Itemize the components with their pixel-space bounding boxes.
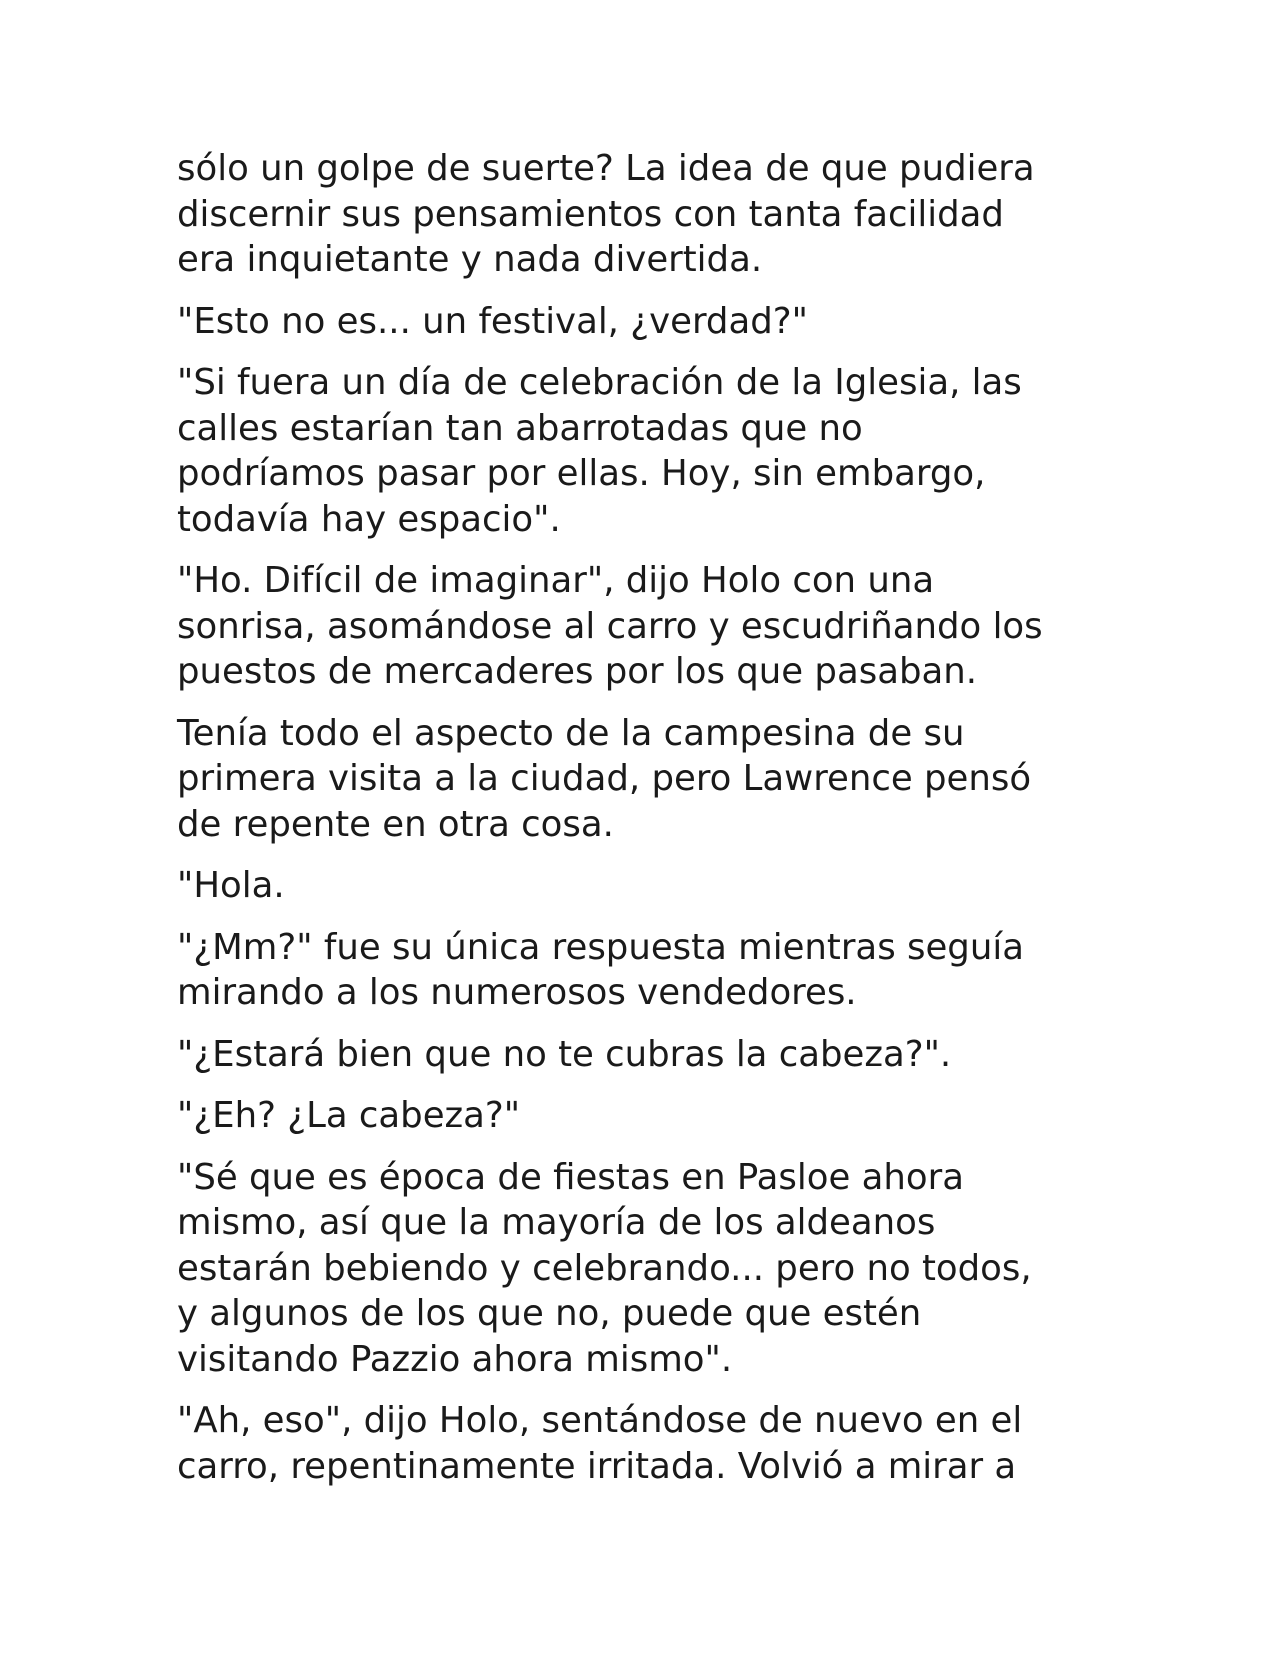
- paragraph: "¿Eh? ¿La cabeza?": [177, 1095, 521, 1136]
- paragraph: Tenía todo el aspecto de la campesina de su primera visita a la ciudad, pero Lawrence pensó de repente en otra cosa.: [177, 712, 1032, 845]
- paragraph: "¿Estará bien que no te cubras la cabeza?".: [177, 1033, 952, 1075]
- paragraph: "Ho. Difícil de imaginar", dijo Holo con una sonrisa, asomándose al carro y escudriñando los puestos de mercaderes por los que pasaban.: [177, 560, 1043, 692]
- paragraph: "Hola.: [177, 865, 285, 906]
- paragraph: "Esto no es... un festival, ¿verdad?": [177, 300, 808, 342]
- paragraph: "Ah, eso", dijo Holo, sentándose de nuevo en el carro, repentinamente irritada. Volvió a mirar a: [177, 1400, 1023, 1487]
- page-body: [177, 146, 1117, 1505]
- paragraph: "Sé que es época de fiestas en Pasloe ahora mismo, así que la mayoría de los aldeanos estarán bebiendo y celebrando... pero no todos, y algunos de los que no, puede que estén visitando Pazzio ahora mismo".: [177, 1156, 1032, 1380]
- paragraph: "Si fuera un día de celebración de la Iglesia, las calles estarían tan abarrotadas que no podríamos pasar por ellas. Hoy, sin embargo, todavía hay espacio".: [177, 362, 1022, 540]
- paragraph: sólo un golpe de suerte? La idea de que pudiera discernir sus pensamientos con tanta facilidad era inquietante y nada divertida.: [177, 148, 1035, 280]
- paragraph: "¿Mm?" fue su única respuesta mientras seguía mirando a los numerosos vendedores.: [177, 926, 1024, 1013]
